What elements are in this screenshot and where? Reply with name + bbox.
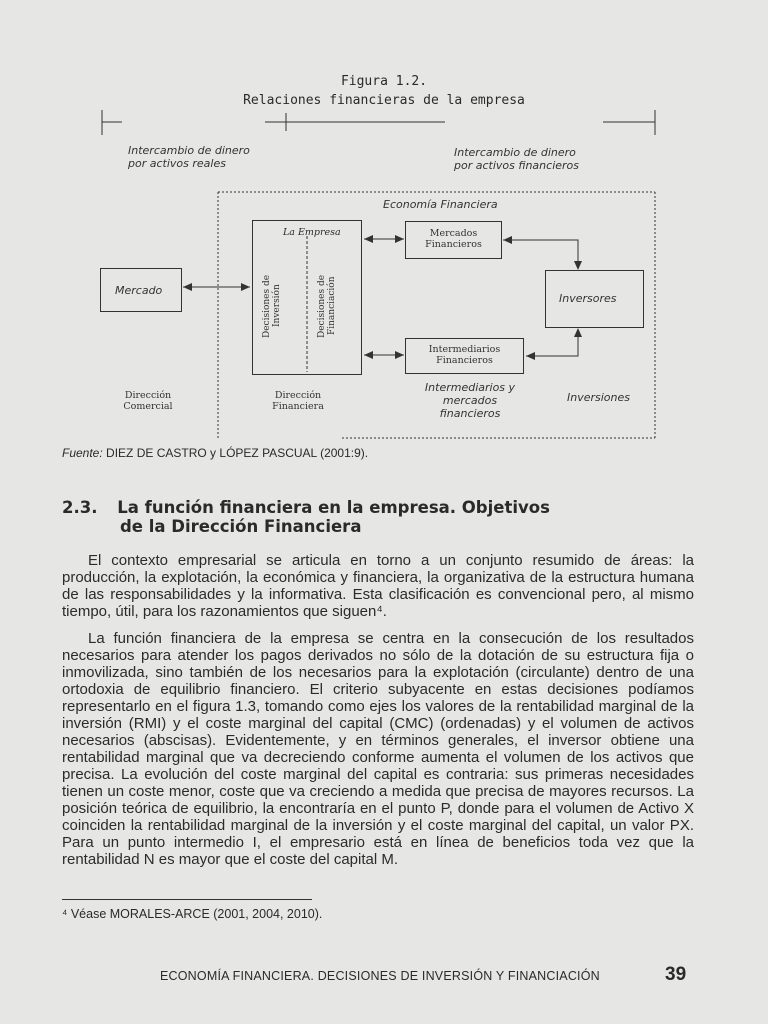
- inversiones-label: Inversiones: [567, 391, 631, 404]
- paragraph-1: El contexto empresarial se articula en torno a un conjunto resumido de áreas: la producción, la explotación, la económica y financiera, la organizativa de la estructura humana de las responsabilidades y la informativa. Esta clasificación es convencional pero, al mismo tiempo, útil, para los razonamientos que siguen⁴.: [62, 552, 694, 620]
- decisiones-inversion-label: Decisiones de Inversión: [262, 274, 282, 338]
- direccion-comercial-label: Dirección Comercial: [123, 390, 173, 412]
- paragraph-2: La función financiera de la empresa se centra en la consecución de los resultados necesarios para atender los pagos derivados no sólo de la dotación de su estructura fija o inmovilizada, sino también de los necesarios para la explotación (circulante) dentro de una ortodoxia de equilibrio financiero. El criterio subyacente en estas decisiones podíamos representarlo en el figura 1.3, tomando como ejes los valores de la rentabilidad marginal de la inversión (RMI) y el coste marginal del capital (CMC) (ordenadas) y el volumen de activos necesarios (abscisas). Evidentemente, y en términos generales, el inversor obtiene una rentabilidad marginal que va decreciendo conforme aumenta el volumen de los activos que precisa. La evolución del coste marginal del capital es contraria: sus primeras necesidades tienen un coste menor, coste que va creciendo a medida que precisa de mayores recursos. La posición teórica de equilibrio, la encontraría en el punto P, donde para el volumen de Activo X coinciden la rentabilidad marginal de la inversión y el coste marginal del capital, un valor PX. Para un punto intermedio I, el empresario está en línea de beneficios toda vez que la rentabilidad N es mayor que el coste del capital M.: [62, 630, 694, 868]
- intermediarios-financieros-box: Intermediarios Financieros: [405, 338, 524, 374]
- right-header-label: Intercambio de dinero por activos financieros: [454, 146, 580, 172]
- running-title: ECONOMÍA FINANCIERA. DECISIONES DE INVERSIÓN Y FINANCIACIÓN: [160, 969, 600, 983]
- economia-financiera-label: Economía Financiera: [383, 198, 498, 211]
- page-number: 39: [665, 964, 687, 985]
- intermediarios-mercados-label: Intermediarios y mercados financieros: [424, 381, 516, 420]
- empresa-box: La Empresa: [252, 220, 362, 375]
- decisiones-financiacion-label: Decisiones de Financiación: [317, 274, 337, 338]
- footnote-rule: [62, 899, 312, 900]
- mercados-financieros-box: Mercados Financieros: [405, 221, 502, 259]
- section-heading: [62, 498, 550, 536]
- footnote: ⁴ Véase MORALES-ARCE (2001, 2004, 2010).: [62, 907, 323, 921]
- left-header-label: Intercambio de dinero por activos reales: [128, 144, 250, 170]
- direccion-financiera-label: Dirección Financiera: [272, 390, 324, 412]
- source-line: Fuente: DIEZ DE CASTRO y LÓPEZ PASCUAL (2001:9).: [62, 446, 369, 460]
- figure-number: Figura 1.2.: [340, 74, 428, 89]
- figure-title: Relaciones financieras de la empresa: [243, 93, 525, 108]
- inversores-box: Inversores: [545, 270, 644, 328]
- diagram-lines: [0, 0, 768, 450]
- mercado-box: Mercado: [100, 268, 182, 312]
- section-title-line1: La función financiera en la empresa. Objetivos: [117, 498, 550, 517]
- section-number: 2.3.: [62, 498, 98, 517]
- section-title-line2: de la Dirección Financiera: [120, 517, 362, 536]
